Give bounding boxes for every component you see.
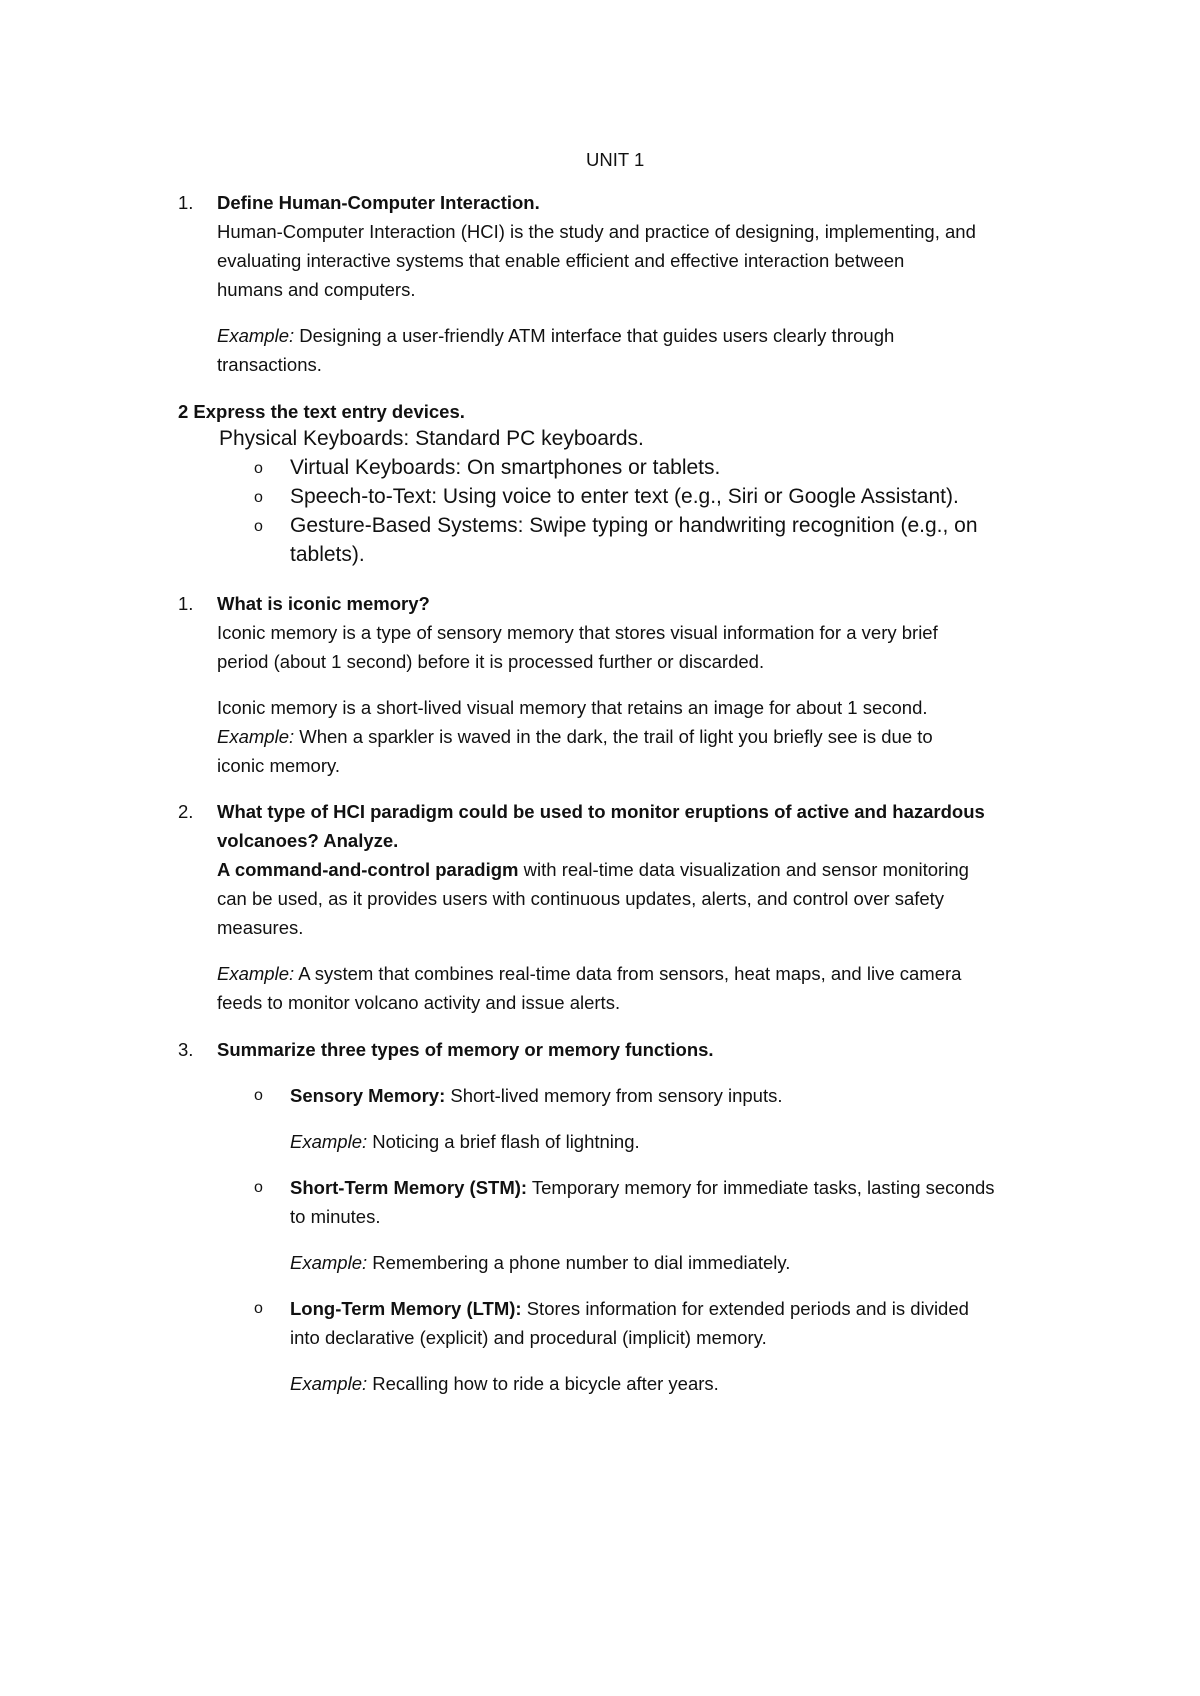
example-label: Example: bbox=[290, 1131, 368, 1152]
list-number: 1. bbox=[178, 593, 194, 614]
answer-line bbox=[217, 855, 969, 884]
memory-desc: Stores information for extended periods and is divided bbox=[521, 1298, 969, 1319]
example-text: Remembering a phone number to dial immediately. bbox=[367, 1252, 791, 1273]
example-text: Noticing a brief flash of lightning. bbox=[367, 1131, 640, 1152]
question-heading: Summarize three types of memory or memory functions. bbox=[217, 1039, 714, 1060]
example-label: Example: bbox=[217, 325, 295, 346]
list-item: Gesture-Based Systems: Swipe typing or handwriting recognition (e.g., on bbox=[290, 514, 978, 537]
list-number: 1. bbox=[178, 192, 194, 213]
memory-desc-continuation: into declarative (explicit) and procedural (implicit) memory. bbox=[290, 1327, 767, 1348]
example-line bbox=[290, 1127, 640, 1156]
bullet-icon: o bbox=[254, 1087, 263, 1104]
list-number: 2. bbox=[178, 801, 194, 822]
example-line: feeds to monitor volcano activity and issue alerts. bbox=[217, 992, 621, 1013]
list-item: Virtual Keyboards: On smartphones or tablets. bbox=[290, 456, 721, 479]
example-label: Example: bbox=[290, 1373, 368, 1394]
answer-line: evaluating interactive systems that enable efficient and effective interaction between bbox=[217, 250, 905, 271]
answer-line: Iconic memory is a type of sensory memory that stores visual information for a very brief bbox=[217, 622, 938, 643]
memory-item bbox=[290, 1173, 995, 1202]
example-line bbox=[217, 959, 961, 988]
example-text: Designing a user-friendly ATM interface that guides users clearly through bbox=[294, 325, 895, 346]
example-line bbox=[217, 321, 894, 350]
answer-line: Iconic memory is a short-lived visual memory that retains an image for about 1 second. bbox=[217, 697, 928, 718]
bullet-icon: o bbox=[254, 518, 263, 535]
question-heading: 2 Express the text entry devices. bbox=[178, 401, 465, 422]
memory-term: Sensory Memory: bbox=[290, 1085, 446, 1106]
memory-item bbox=[290, 1294, 969, 1323]
answer-line: can be used, as it provides users with continuous updates, alerts, and control over safety bbox=[217, 888, 945, 909]
list-item-continuation: tablets). bbox=[290, 543, 365, 566]
answer-bold: A command-and-control paradigm bbox=[217, 859, 519, 880]
example-label: Example: bbox=[290, 1252, 368, 1273]
example-line: transactions. bbox=[217, 354, 322, 375]
question-heading: Define Human-Computer Interaction. bbox=[217, 192, 540, 213]
answer-line: humans and computers. bbox=[217, 279, 416, 300]
bullet-icon: o bbox=[254, 1300, 263, 1317]
bullet-icon: o bbox=[254, 489, 263, 506]
example-line bbox=[290, 1369, 719, 1398]
example-line bbox=[217, 722, 933, 751]
example-text: Recalling how to ride a bicycle after years. bbox=[367, 1373, 719, 1394]
example-label: Example: bbox=[217, 963, 295, 984]
list-number: 3. bbox=[178, 1039, 194, 1060]
memory-term: Short-Term Memory (STM): bbox=[290, 1177, 528, 1198]
bullet-icon: o bbox=[254, 1179, 263, 1196]
memory-desc: Short-lived memory from sensory inputs. bbox=[445, 1085, 783, 1106]
answer-line: measures. bbox=[217, 917, 304, 938]
bullet-icon: o bbox=[254, 460, 263, 477]
example-text: A system that combines real-time data from sensors, heat maps, and live camera bbox=[294, 963, 962, 984]
answer-line: Human-Computer Interaction (HCI) is the study and practice of designing, implementing, and bbox=[217, 221, 976, 242]
list-item: Physical Keyboards: Standard PC keyboards. bbox=[219, 427, 644, 450]
question-heading: volcanoes? Analyze. bbox=[217, 830, 399, 851]
example-line: iconic memory. bbox=[217, 755, 341, 776]
memory-desc: Temporary memory for immediate tasks, lasting seconds bbox=[527, 1177, 995, 1198]
memory-desc-continuation: to minutes. bbox=[290, 1206, 381, 1227]
memory-item bbox=[290, 1081, 782, 1110]
list-item: Speech-to-Text: Using voice to enter text (e.g., Siri or Google Assistant). bbox=[290, 485, 959, 508]
question-heading: What type of HCI paradigm could be used to monitor eruptions of active and hazardous bbox=[217, 801, 985, 822]
answer-text: with real-time data visualization and sensor monitoring bbox=[518, 859, 969, 880]
example-text: When a sparkler is waved in the dark, the trail of light you briefly see is due to bbox=[294, 726, 933, 747]
memory-term: Long-Term Memory (LTM): bbox=[290, 1298, 522, 1319]
question-heading: What is iconic memory? bbox=[217, 593, 430, 614]
answer-line: period (about 1 second) before it is processed further or discarded. bbox=[217, 651, 765, 672]
example-label: Example: bbox=[217, 726, 295, 747]
page-title: UNIT 1 bbox=[586, 149, 645, 170]
example-line bbox=[290, 1248, 790, 1277]
